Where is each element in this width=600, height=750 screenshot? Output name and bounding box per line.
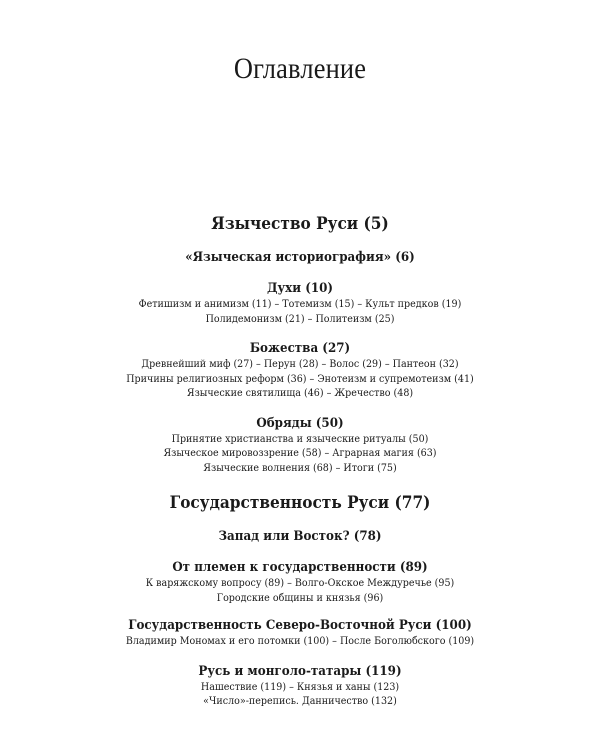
section-heading[interactable]: От племен к государственности (89) (172, 560, 428, 575)
toc-entry-line[interactable]: Языческое мировоззрение (58) – Аграрная магия (63) (163, 447, 437, 459)
part-heading[interactable]: Государственность Руси (77) (169, 493, 431, 512)
toc-entry-line[interactable]: Полидемонизм (21) – Политеизм (25) (205, 312, 395, 325)
toc-entry-line[interactable]: К варяжскому вопросу (89) – Волго-Окское Междуречье (95) (145, 577, 455, 589)
table-of-contents (0, 213, 600, 709)
toc-entry-line[interactable]: Нашествие (119) – Князья и ханы (123) (200, 680, 400, 693)
toc-entry-line[interactable]: Владимир Мономах и его потомки (100) – После Боголюбского (109) (125, 635, 475, 647)
section-heading[interactable]: Русь и монголо-татары (119) (198, 663, 402, 679)
toc-entry-line[interactable]: Древнейший миф (27) – Перун (28) – Волос (29) – Пантеон (32) (141, 358, 459, 370)
part-heading[interactable]: Язычество Руси (5) (211, 214, 389, 233)
toc-entry-line[interactable]: Причины религиозных реформ (36) – Энотеизм и супремотеизм (41) (126, 372, 474, 385)
page-title: Оглавление (233, 52, 367, 85)
toc-entry-line[interactable]: Принятие христианства и языческие ритуалы (50) (171, 432, 429, 445)
toc-entry-line[interactable]: Языческие святилища (46) – Жречество (48) (186, 387, 414, 399)
toc-entry-line[interactable]: Фетишизм и анимизм (11) – Тотемизм (15) – Культ предков (19) (138, 298, 462, 310)
section-heading[interactable]: «Языческая историография» (6) (185, 250, 415, 265)
section-heading[interactable]: Государственность Северо-Восточной Руси (100) (128, 618, 472, 633)
section-heading[interactable]: Божества (27) (249, 341, 351, 356)
toc-entry-line[interactable]: Языческие волнения (68) – Итоги (75) (203, 461, 397, 474)
section-heading[interactable]: Обряды (50) (256, 415, 344, 431)
toc-entry-line[interactable]: «Число»-перепись. Данничество (132) (203, 695, 397, 707)
toc-entry-line[interactable]: Городские общины и князья (96) (216, 591, 384, 604)
section-heading[interactable]: Запад или Восток? (78) (218, 529, 382, 544)
section-heading[interactable]: Духи (10) (266, 281, 334, 296)
